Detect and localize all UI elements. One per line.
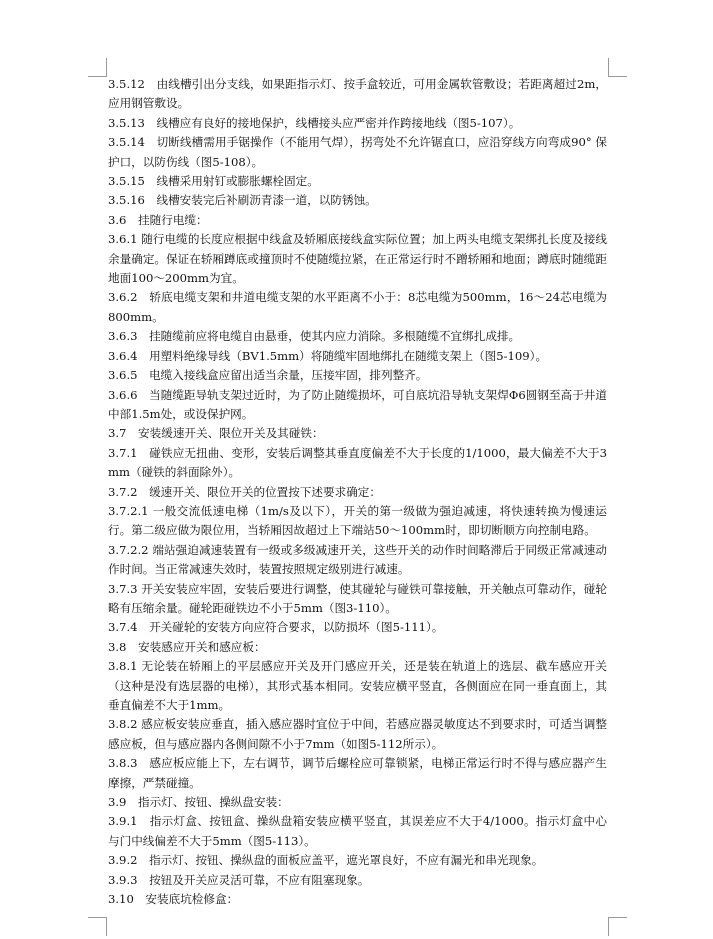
paragraph-3-6-2: 3.6.2 轿底电缆支架和井道电缆支架的水平距离不小于：8芯电缆为500mm，16～24芯电缆为800mm。 [108,290,607,324]
paragraph-3-6-1: 3.6.1 随行电缆的长度应根据中线盒及轿厢底接线盒实际位置；加上两头电缆支架绑扎长度及接线余量确定。保证在轿厢蹲底或撞顶时不使随缆拉紧，在正常运行时不蹭轿厢和地面；蹲底时随缆距地面100～200mm为宜。 [108,232,607,286]
paragraph-3-5-15: 3.5.15 线槽采用射钉或膨胀螺栓固定。 [108,174,319,189]
document-body [108,75,607,909]
paragraph-3-9-2: 3.9.2 指示灯、按钮、操纵盘的面板应盖平，遮光罩良好，不应有漏光和串光现象。 [108,853,544,868]
section-heading-3-7: 3.7 安装缓速开关、限位开关及其碰铁： [108,426,324,441]
paragraph-3-6-3: 3.6.3 挂随缆前应将电缆自由悬垂，使其内应力消除。多根随缆不宜绑扎成排。 [108,329,521,344]
paragraph-3-8-1: 3.8.1 无论装在轿厢上的平层感应开关及开门感应开关，还是装在轨道上的选层、截车感应开关（这种是没有选层器的电梯），其形式基本相同。安装应横平竖直，各侧面应在同一垂直面上，其垂直偏差不大于1mm。 [108,659,607,712]
paragraph-3-8-3: 3.8.3 感应板应能上下，左右调节，调节后螺栓应可靠锁紧，电梯正常运行时不得与感应器产生摩擦，严禁碰撞。 [108,756,607,790]
crop-mark-bottom-left [88,917,107,936]
paragraph-3-5-16: 3.5.16 线槽安装完后补刷沥青漆一道，以防锈蚀。 [108,193,377,208]
paragraph-3-7-3: 3.7.3 开关安装应牢固，安装后要进行调整，使其碰轮与碰铁可靠接触，开关触点可靠动作，碰轮略有压缩余量。碰轮距碰铁边不小于5mm（图3-110）。 [108,581,607,615]
paragraph-3-7-2: 3.7.2 缓速开关、限位开关的位置按下述要求确定： [108,484,381,499]
paragraph-3-9-1: 3.9.1 指示灯盒、按钮盒、操纵盘箱安装应横平竖直，其误差应不大于4/1000。指示灯盒中心与门中线偏差不大于5mm（图5-113）。 [108,814,607,848]
crop-mark-top-left [88,58,107,77]
crop-mark-bottom-right [608,917,627,936]
section-heading-3-8: 3.8 安装感应开关和感应板： [108,639,266,654]
paragraph-3-5-13: 3.5.13 线槽应有良好的接地保护，线槽接头应严密并作跨接地线（图5-107）。 [108,115,521,130]
paragraph-3-6-4: 3.6.4 用塑料绝缘导线（BV1.5mm）将随缆牢固地绑扎在随缆支架上（图5-109）。 [108,348,548,363]
paragraph-3-7-4: 3.7.4 开关碰轮的安装方向应符合要求，以防损坏（图5-111）。 [108,620,444,635]
section-heading-3-10: 3.10 安装底坑检修盒： [108,892,239,907]
paragraph-3-5-12: 3.5.12 由线槽引出分支线，如果距指示灯、按手盒较近，可用金属软管敷设；若距离超过2m，应用钢管敷设。 [108,77,607,111]
paragraph-3-8-2: 3.8.2 感应板安装应垂直，插入感应器时宜位于中间，若感应器灵敏度达不到要求时，可适当调整感应板，但与感应器内各侧间隙不小于7mm（如图5-112所示）。 [108,717,607,751]
section-heading-3-9: 3.9 指示灯、按钮、操纵盘安装： [108,795,289,810]
section-heading-3-6: 3.6 挂随行电缆： [108,212,208,227]
crop-mark-top-right [608,58,627,77]
paragraph-3-7-2-2: 3.7.2.2 端站强迫减速装置有一级或多级减速开关，这些开关的动作时间略滞后于同级正常减速动作时间。当正常减速失效时，装置按照规定级别进行减速。 [108,542,607,577]
paragraph-3-6-6: 3.6.6 当随缆距导轨支架过近时，为了防止随缆损坏，可自底坑沿导轨支架焊Φ6圆钢至高于井道中部1.5m处，或设保护网。 [108,387,607,421]
paragraph-3-5-14: 3.5.14 切断线槽需用手锯操作（不能用气焊），拐弯处不允许锯直口，应沿穿线方向弯成90° 保护口，以防伤线（图5-108）。 [108,135,607,169]
paragraph-3-6-5: 3.6.5 电缆入接线盒应留出适当余量，压接牢固，排列整齐。 [108,368,428,383]
paragraph-3-7-2-1: 3.7.2.1 一般交流低速电梯（1m/s及以下），开关的第一级做为强迫减速，将快速转换为慢速运行。第二级应做为限位用，当轿厢因故超过上下端站50～100mm时，即切断顺方向控制电路。 [108,503,607,538]
paragraph-3-7-1: 3.7.1 碰铁应无扭曲、变形，安装后调整其垂直度偏差不大于长度的1/1000，最大偏差不大于3mm（碰铁的斜面除外）。 [108,445,607,480]
paragraph-3-9-3: 3.9.3 按钮及开关应灵活可靠，不应有阻塞现象。 [108,872,370,887]
